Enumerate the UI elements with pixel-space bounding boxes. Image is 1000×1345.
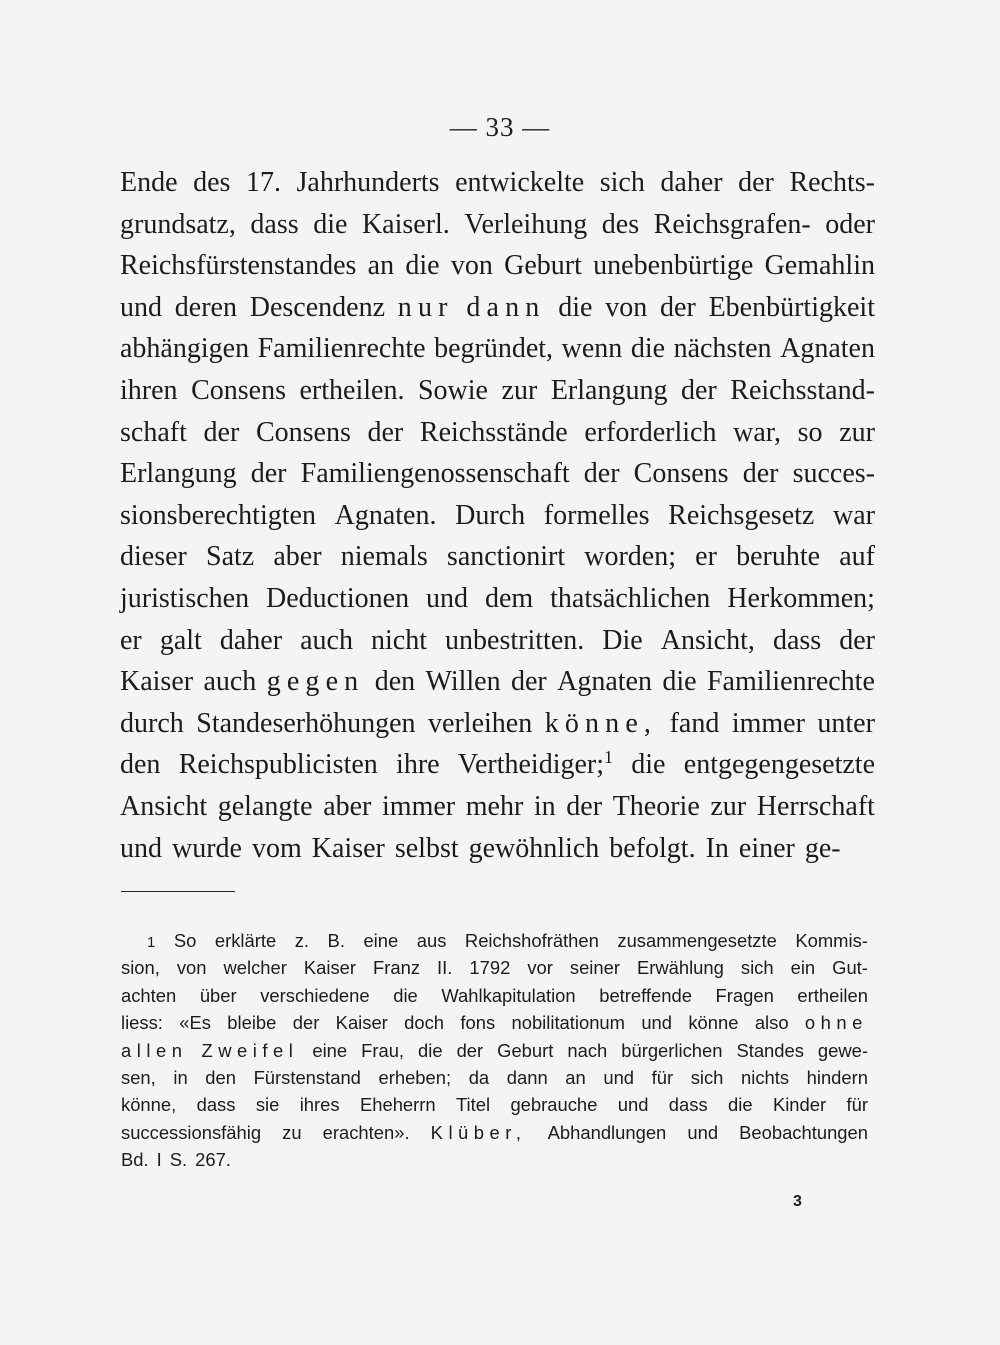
word: so — [797, 416, 823, 448]
body-line — [120, 625, 875, 667]
body-line — [120, 833, 875, 875]
word: in — [533, 790, 556, 822]
footnote-line — [121, 1040, 868, 1067]
word: Familiengenossenschaft — [300, 458, 570, 490]
footnote-word: erheben; — [378, 1066, 452, 1088]
word: er — [120, 624, 142, 656]
footnote-word: dass — [668, 1094, 708, 1116]
word: Willen — [425, 666, 501, 698]
footnote-word: da — [468, 1066, 490, 1088]
body-line — [120, 541, 875, 583]
word: von — [605, 291, 648, 323]
footnote-word: also — [754, 1012, 789, 1034]
word: Ansicht — [120, 790, 208, 822]
word: der — [367, 416, 404, 448]
word: aber — [323, 790, 372, 822]
word: Ansicht, — [660, 624, 755, 656]
word: Standeserhöhungen — [196, 707, 416, 739]
word: beruhte — [736, 541, 821, 573]
word: verleihen — [428, 707, 533, 739]
footnote-word: Gut- — [832, 957, 868, 979]
footnote-word: der — [456, 1039, 484, 1061]
footnote-word: II. — [437, 957, 453, 979]
footnote-word: I — [156, 1149, 162, 1171]
footnote-word: Klüber, — [430, 1121, 527, 1143]
body-line — [120, 583, 875, 625]
footnote-word: Kommis- — [795, 930, 868, 951]
footnote-word: könne, — [121, 1094, 177, 1116]
word: nicht — [371, 624, 427, 656]
footnote-word: achten — [121, 984, 177, 1006]
body-line — [120, 292, 875, 334]
word: wenn — [561, 333, 623, 365]
word: der — [583, 458, 620, 490]
word: den — [374, 666, 416, 698]
word: Ebenbürtigkeit — [708, 291, 875, 323]
footnote-word: bleibe — [227, 1012, 277, 1034]
footnote-word: Beobachtungen — [739, 1121, 868, 1143]
signature-mark: 3 — [793, 1193, 802, 1210]
word: dann — [466, 291, 546, 323]
footnote-word: hindern — [806, 1066, 868, 1088]
word: sich — [599, 167, 645, 198]
word: von — [450, 250, 493, 282]
footnote-reference: 1 — [604, 747, 614, 768]
word: der — [203, 416, 240, 448]
word: abhängigen — [120, 333, 250, 365]
footnote-word: und — [603, 1066, 635, 1088]
word: Sowie — [417, 374, 488, 406]
word: ge- — [804, 832, 841, 864]
word: niemals — [340, 541, 428, 573]
word: Reichspublicisten — [178, 749, 378, 781]
footnote-word: Zweifel — [201, 1039, 299, 1061]
word: Rechts- — [789, 167, 875, 198]
footnote-word: sion, — [121, 957, 160, 979]
word: Kaiser — [311, 832, 385, 864]
word: mehr — [465, 790, 524, 822]
word: 17. — [245, 167, 281, 198]
word: der — [660, 291, 696, 323]
footnote-word: und — [617, 1094, 649, 1116]
footnote-line — [121, 985, 868, 1012]
word: Deductionen — [266, 582, 410, 614]
footnote-word: eine — [363, 930, 399, 951]
word: die — [558, 291, 593, 323]
word: Jahrhunderts — [296, 167, 440, 198]
word: Consens — [255, 416, 351, 448]
footnote-word: für — [846, 1094, 868, 1116]
word: befolgt. — [609, 832, 696, 864]
word: der — [839, 624, 875, 656]
word: entwickelte — [455, 167, 585, 198]
footnote-word: die — [728, 1094, 753, 1116]
footnote-word: Bd. — [121, 1149, 149, 1171]
body-line — [120, 167, 875, 209]
footnote-line — [121, 1012, 868, 1039]
word: Erlangung — [550, 374, 668, 406]
word: Reichsgesetz — [668, 499, 815, 531]
word: selbst — [394, 832, 459, 864]
footnote-word: Franz — [373, 957, 421, 979]
word: Vertheidiger; — [457, 749, 605, 781]
word: immer — [731, 707, 805, 739]
footnote-word: dass — [196, 1094, 236, 1116]
footnote-word: So — [173, 930, 197, 951]
footnote-word: doch — [404, 1012, 445, 1034]
footnote-word: Frau, — [361, 1039, 405, 1061]
footnote-word: für — [651, 1066, 674, 1088]
footnote-word: eine — [312, 1039, 348, 1061]
footnote-block — [121, 930, 868, 1177]
footnote-word: B. — [327, 930, 345, 951]
word: der — [510, 666, 547, 698]
word: galt — [159, 624, 202, 656]
footnote-word: allen — [121, 1039, 188, 1061]
word: aber — [273, 541, 322, 573]
word: Reichsstände — [419, 416, 568, 448]
footnote-word: erklärte — [214, 930, 277, 951]
footnote-word: dann — [506, 1066, 548, 1088]
word: deren — [174, 291, 237, 323]
word: und — [426, 582, 469, 614]
footnote-word: Fürstenstand — [253, 1066, 361, 1088]
word: thatsächlichen — [550, 582, 711, 614]
word: Herkommen; — [727, 582, 875, 614]
word: Familienrechte — [706, 666, 875, 698]
word: auf — [839, 541, 875, 573]
word: dieser — [120, 541, 187, 573]
footnote-word: von — [176, 957, 207, 979]
body-line — [120, 749, 875, 791]
word: entgegengesetzte — [683, 749, 875, 781]
word: ihre — [396, 749, 440, 781]
footnote-word: Fragen — [715, 984, 774, 1006]
footnote-word: 267. — [195, 1149, 231, 1171]
word: Agnaten. — [334, 499, 437, 531]
word: dem — [484, 582, 534, 614]
word: daher — [219, 624, 283, 656]
word: zur — [839, 416, 875, 448]
page-number: — 33 — — [449, 112, 551, 142]
footnote-word: z. — [294, 930, 310, 951]
word: zur — [710, 790, 747, 822]
word: Herrschaft — [756, 790, 875, 822]
footnote-line — [121, 1149, 868, 1176]
word: nur — [397, 291, 454, 323]
footnote-word: ihres — [299, 1094, 340, 1116]
footnote-word: «Es — [179, 1012, 211, 1034]
word: auch — [300, 624, 353, 656]
footnote-word: in — [173, 1066, 188, 1088]
word: formelles — [543, 499, 650, 531]
word: ihren — [120, 374, 178, 406]
footnote-line — [121, 1122, 868, 1149]
word: immer — [382, 790, 456, 822]
footnote-line — [121, 1094, 868, 1121]
word: Die — [602, 624, 643, 656]
word: durch — [120, 707, 184, 739]
footnote-word: welcher — [223, 957, 287, 979]
word: Verleihung — [464, 208, 588, 240]
footnote-word: Geburt — [497, 1039, 554, 1061]
footnote-word: vor — [527, 957, 553, 979]
word: In — [705, 832, 729, 864]
body-line — [120, 417, 875, 459]
word: er — [695, 541, 717, 573]
word-with-footnote — [458, 749, 613, 781]
footnote-word: die — [418, 1039, 443, 1061]
word: Ende — [120, 167, 178, 198]
footnote-line — [121, 1067, 868, 1094]
word: auch — [203, 666, 257, 698]
footnote-word: Kinder — [772, 1094, 827, 1116]
word: worden; — [584, 541, 677, 573]
footnote-word: S. — [169, 1149, 188, 1171]
word: und — [120, 832, 162, 864]
word: war, — [733, 416, 781, 448]
footnote-word: über — [199, 984, 237, 1006]
word: erforderlich — [584, 416, 717, 448]
footnote-word: gebrauche — [510, 1094, 598, 1116]
body-line — [120, 458, 875, 500]
word: gelangte — [217, 790, 313, 822]
footnote-word: Kaiser — [335, 1012, 388, 1034]
word: die — [630, 333, 666, 365]
word: fand — [669, 707, 720, 739]
footnote-word: den — [205, 1066, 236, 1088]
footnote-word: fons — [460, 1012, 496, 1034]
footnote-word: Wahlkapitulation — [441, 984, 576, 1006]
word: Reichsfürstenstandes — [120, 250, 357, 282]
footnote-word: an — [565, 1066, 586, 1088]
footnote-word: zusammengesetzte — [617, 930, 777, 951]
word: Theorie — [612, 790, 700, 822]
body-line — [120, 791, 875, 833]
body-line — [120, 666, 875, 708]
word: Gemahlin — [764, 250, 875, 282]
footnote-word: seiner — [569, 957, 620, 979]
footnote-word: der — [292, 1012, 320, 1034]
word: nächsten — [673, 333, 772, 365]
word: schaft — [120, 416, 187, 448]
word: Descendenz — [249, 291, 386, 323]
body-text — [120, 167, 875, 874]
word: sanctionirt — [446, 541, 566, 573]
word: die — [405, 250, 440, 282]
word: dass — [772, 624, 822, 656]
word: der — [680, 374, 717, 406]
word: ertheilen. — [299, 374, 405, 406]
footnote-word: erachten». — [322, 1121, 410, 1143]
body-line — [120, 500, 875, 542]
footnote-word: die — [393, 984, 418, 1006]
word: grundsatz, — [120, 208, 236, 240]
word: Geburt — [504, 250, 582, 282]
word: wurde — [172, 832, 242, 864]
footnote-word: successionsfähig — [121, 1121, 262, 1143]
footnote-word: Eheherrn — [359, 1094, 436, 1116]
word: sionsberechtigten — [120, 499, 316, 531]
footnote-word: sie — [255, 1094, 280, 1116]
footnote-word: sich — [740, 957, 774, 979]
footnote-word: ohne — [804, 1012, 868, 1034]
word: könne, — [544, 707, 658, 739]
body-line — [120, 375, 875, 417]
footnote-word: aus — [416, 930, 447, 951]
footnote-word: Erwählung — [636, 957, 724, 979]
word: gewöhnlich — [468, 832, 600, 864]
word: Consens — [633, 458, 729, 490]
body-line — [120, 209, 875, 251]
footnote-word: betreffende — [599, 984, 692, 1006]
footnote-word: sich — [690, 1066, 724, 1088]
footnote-word: zu — [282, 1121, 302, 1143]
word: die — [662, 666, 697, 698]
word: des — [601, 208, 640, 240]
word: der — [566, 790, 603, 822]
body-line — [120, 333, 875, 375]
word: daher — [660, 167, 723, 198]
word: und — [120, 291, 162, 323]
word: der — [250, 458, 287, 490]
footnote-word: bürgerlichen — [621, 1039, 723, 1061]
word: Durch — [455, 499, 526, 531]
word: succes- — [792, 458, 875, 490]
word: Familienrechte — [257, 333, 426, 365]
word: vom — [251, 832, 302, 864]
word: Kaiser — [120, 666, 194, 698]
word: Kaiserl. — [361, 208, 450, 240]
footnote-word: verschiedene — [260, 984, 370, 1006]
word: dass — [250, 208, 299, 240]
footnote-marker: 1 — [147, 934, 156, 951]
footnote-word: gewe- — [817, 1039, 868, 1061]
word: an — [367, 250, 395, 282]
word: unbestritten. — [445, 624, 585, 656]
footnote-word: und — [687, 1121, 719, 1143]
footnote-line — [121, 930, 868, 957]
footnote-word: Kaiser — [303, 957, 357, 979]
word: begründet, — [434, 333, 554, 365]
footnote-word: Reichshofräthen — [464, 930, 599, 951]
footnote-separator-rule — [121, 891, 235, 892]
word: Reichsstand- — [730, 374, 875, 406]
word: den — [120, 749, 161, 781]
word: gegen — [266, 666, 365, 698]
word: der — [738, 167, 774, 198]
word: Agnaten — [557, 666, 652, 698]
word: die — [631, 749, 666, 781]
word: die — [313, 208, 348, 240]
word: unebenbürtige — [593, 250, 754, 282]
footnote-word: Standes — [736, 1039, 804, 1061]
footnote-line — [121, 957, 868, 984]
word: der — [742, 458, 779, 490]
footnote-word: nichts — [741, 1066, 790, 1088]
footnote-word: nobilitationum — [511, 1012, 625, 1034]
footnote-word: nach — [567, 1039, 608, 1061]
word: zur — [501, 374, 538, 406]
word: oder — [825, 208, 875, 240]
word: Reichsgrafen- — [653, 208, 811, 240]
body-line — [120, 708, 875, 750]
word: unter — [817, 707, 875, 739]
word: einer — [738, 832, 795, 864]
word: Erlangung — [120, 458, 237, 490]
footnote-word: sen, — [121, 1066, 156, 1088]
word: war — [833, 499, 875, 531]
footnote-word: könne — [688, 1012, 739, 1034]
footnote-word: Titel — [456, 1094, 491, 1116]
word: juristischen — [120, 582, 250, 614]
footnote-word: ein — [790, 957, 816, 979]
footnote-word: und — [641, 1012, 673, 1034]
footnote-word: ertheilen — [797, 984, 868, 1006]
footnote-word: 1792 — [469, 957, 511, 979]
word: des — [193, 167, 231, 198]
word: Agnaten — [780, 333, 875, 365]
word: Satz — [206, 541, 255, 573]
body-line — [120, 250, 875, 292]
footnote-word: liess: — [121, 1012, 163, 1034]
footnote-word: Abhandlungen — [547, 1121, 667, 1143]
word: Consens — [191, 374, 286, 406]
